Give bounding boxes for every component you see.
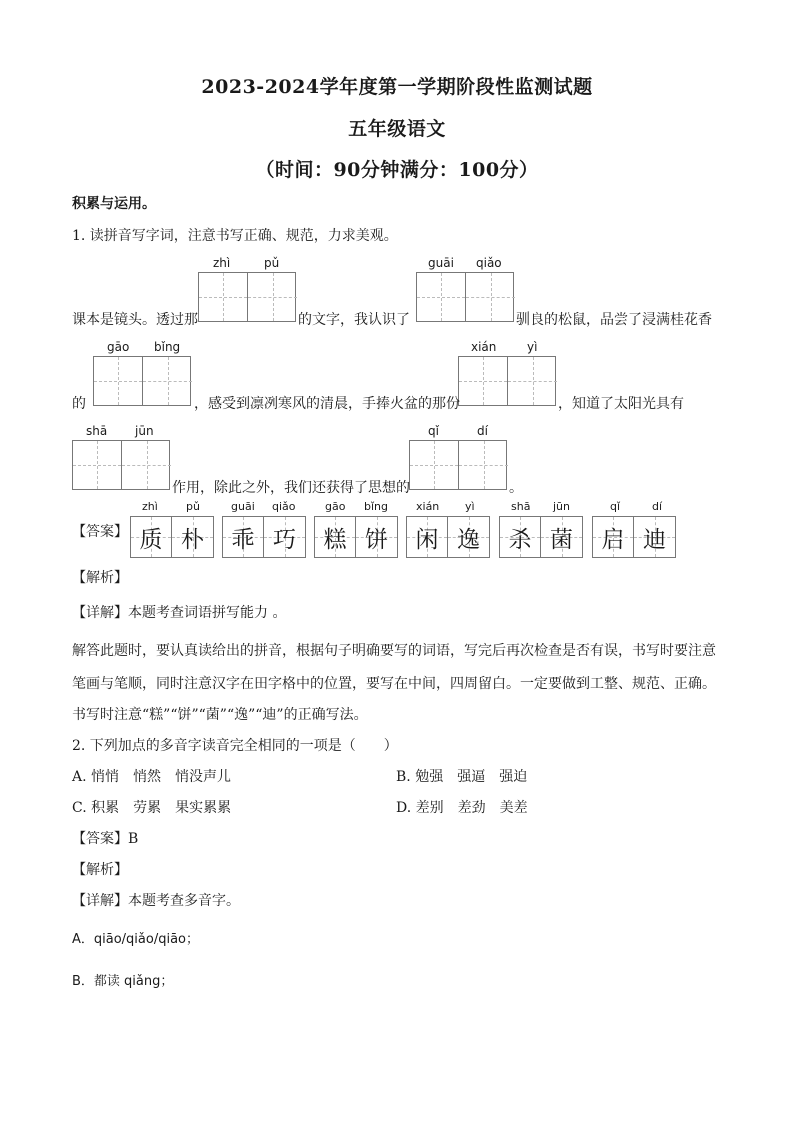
answer-char: 闲: [415, 526, 439, 553]
pinyin: xián: [471, 340, 497, 354]
q2-line-b: B．都读 qiǎng；: [72, 974, 174, 989]
answer-char: 质: [139, 526, 163, 553]
q2-option-c[interactable]: C. 积累 劳累 果实累累: [72, 800, 232, 816]
tianzige-blank-1[interactable]: [198, 272, 296, 322]
answer-char: 杀: [508, 526, 532, 553]
answer-label: 【答案】: [72, 524, 128, 540]
exam-title: 2023-2024学年度第一学期阶段性监测试题: [201, 76, 593, 98]
answer-char: 巧: [273, 526, 296, 553]
explain-line-3: 书写时注意“糕”“饼”“菌”“逸”“迪”的正确写法。: [72, 707, 368, 723]
answer-char: 迪: [643, 526, 666, 553]
q1-prompt: 1. 读拼音写字词，注意书写正确、规范，力求美观。: [72, 228, 398, 244]
answer-pinyin: qiǎo: [272, 500, 296, 513]
answer-pinyin: guāi: [231, 500, 255, 513]
q1-line1-text-b: 的文字，我认识了: [298, 312, 410, 328]
answer-grid-1: [130, 516, 214, 558]
answer-char: 朴: [181, 526, 204, 553]
q1-line2-text-b: ，感受到凛冽寒风的清晨，手捧火盆的那份: [194, 396, 460, 412]
pinyin: bǐng: [154, 340, 181, 354]
q2-option-d[interactable]: D. 差别 差劲 美差: [396, 800, 528, 816]
q2-option-b[interactable]: B. 勉强 强逼 强迫: [396, 769, 528, 785]
answer-pinyin: pǔ: [186, 500, 200, 513]
pinyin: jūn: [135, 424, 154, 438]
answer-char: 逸: [457, 526, 480, 553]
answer-grid-6: [592, 516, 676, 558]
answer-grid-5: [499, 516, 583, 558]
q2-line-a: A．qiāo/qiǎo/qiāo；: [72, 932, 200, 947]
answer-char: 乖: [231, 526, 255, 553]
tianzige-blank-4[interactable]: [458, 356, 556, 406]
detail-line: 【详解】本题考查词语拼写能力 。: [72, 605, 287, 621]
answer-pinyin: gāo: [325, 500, 346, 513]
answer-pinyin: xián: [416, 500, 440, 513]
q2-answer: 【答案】B: [72, 831, 139, 847]
tianzige-blank-6[interactable]: [409, 440, 507, 490]
tianzige-blank-3[interactable]: [93, 356, 191, 406]
q2-detail: 【详解】本题考查多音字。: [72, 893, 240, 909]
answer-pinyin: qǐ: [610, 500, 621, 513]
q1-line2-text-c: ，知道了太阳光具有: [558, 396, 684, 412]
pinyin: gāo: [107, 340, 130, 354]
answer-char: 启: [601, 526, 625, 553]
q1-line3-text-a: 作用，除此之外，我们还获得了思想的: [172, 480, 410, 496]
explain-line-1: 解答此题时，要认真读给出的拼音，根据句子明确要写的词语，写完后再次检查是否有误，书写时要注意: [72, 643, 716, 659]
pinyin: qǐ: [428, 424, 439, 438]
exam-subtitle: 五年级语文: [348, 118, 446, 140]
answer-pinyin: jūn: [553, 500, 570, 513]
q1-line3-text-b: 。: [509, 480, 523, 496]
answer-pinyin: shā: [511, 500, 531, 513]
answer-grid-2: [222, 516, 306, 558]
answer-pinyin: dí: [652, 500, 663, 513]
pinyin: qiǎo: [476, 256, 502, 270]
pinyin: pǔ: [264, 256, 280, 270]
answer-pinyin: yì: [465, 500, 475, 513]
answer-char: 菌: [550, 526, 573, 553]
tianzige-blank-2[interactable]: [416, 272, 514, 322]
q1-line1-text-a: 课本是镜头。透过那: [72, 312, 198, 328]
pinyin: zhì: [213, 256, 231, 270]
pinyin: guāi: [428, 256, 454, 270]
q2-option-a[interactable]: A. 悄悄 悄然 悄没声儿: [72, 769, 232, 785]
exam-time-info: （时间：90分钟满分：100分）: [255, 159, 539, 181]
q2-analysis-label: 【解析】: [72, 862, 128, 878]
pinyin: shā: [86, 424, 108, 438]
answer-char: 饼: [365, 526, 388, 553]
pinyin: dí: [477, 424, 488, 438]
section-heading: 积累与运用。: [72, 196, 156, 212]
analysis-label: 【解析】: [72, 570, 128, 586]
answer-grid-4: [406, 516, 490, 558]
q1-line2-text-a: 的: [72, 396, 86, 412]
explain-line-2: 笔画与笔顺，同时注意汉字在田字格中的位置，要写在中间，四周留白。一定要做到工整、规范、正确。: [72, 676, 716, 692]
answer-char: 糕: [323, 526, 347, 553]
tianzige-blank-5[interactable]: [72, 440, 170, 490]
q1-line1-text-c: 驯良的松鼠，品尝了浸满桂花香: [516, 312, 712, 328]
pinyin: yì: [527, 340, 538, 354]
answer-grid-3: [314, 516, 398, 558]
answer-pinyin: zhì: [142, 500, 158, 513]
answer-pinyin: bǐng: [364, 500, 388, 513]
q2-prompt: 2. 下列加点的多音字读音完全相同的一项是（ ）: [72, 738, 398, 754]
